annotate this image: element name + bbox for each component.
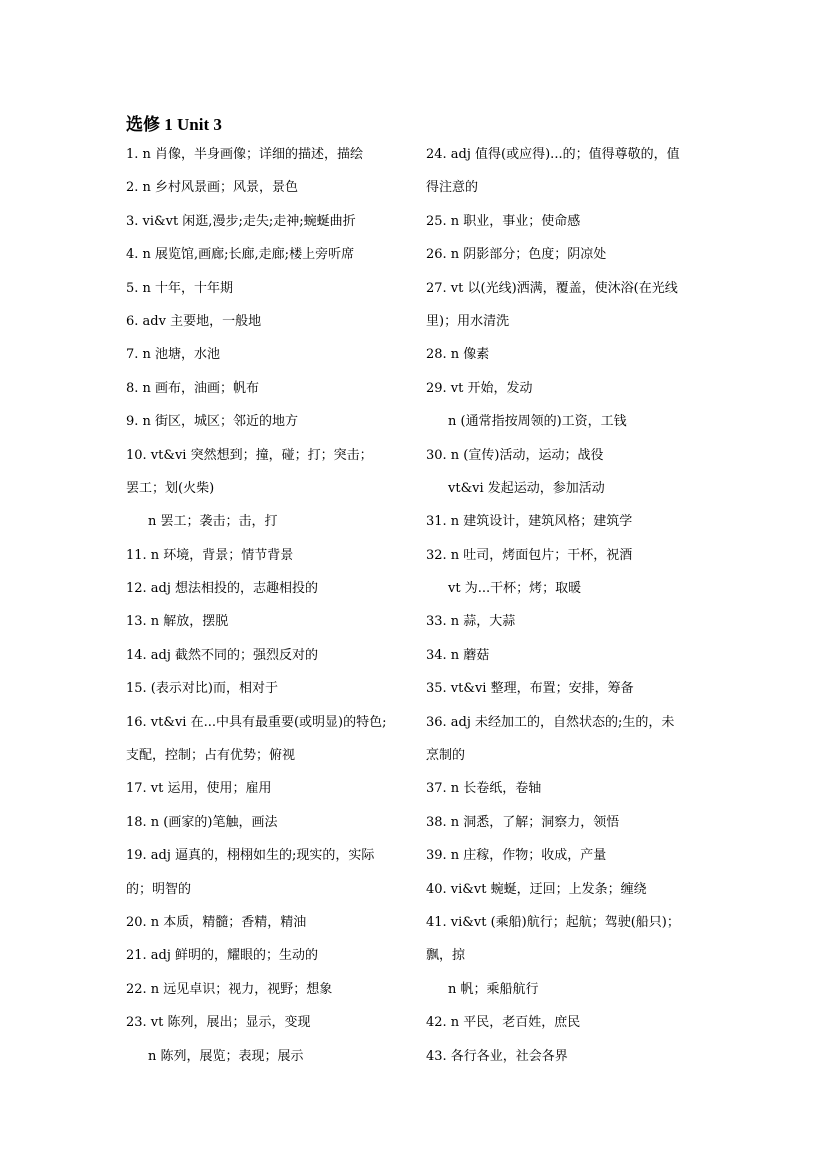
vocab-line: 20. n 本质，精髓；香精，精油 [126,914,307,930]
vocab-line: 5. n 十年，十年期 [126,280,234,296]
vocab-line: 35. vt&vi 整理，布置；安排，筹备 [426,681,634,697]
vocab-line: 里)；用水清洗 [426,313,510,329]
vocab-line: 3. vi&vt 闲逛,漫步;走失;走神;蜿蜒曲折 [126,213,356,229]
vocab-line: 37. n 长卷纸，卷轴 [426,781,542,797]
vocab-line: 10. vt&vi 突然想到；撞，碰；打；突击； [126,447,373,463]
vocab-line: 36. adj 未经加工的，自然状态的;生的，未 [426,714,675,730]
right-column [426,144,716,1079]
vocab-line: 9. n 街区，城区；邻近的地方 [126,414,299,430]
vocab-line: 飘，掠 [426,948,466,964]
vocab-line: vt&vi 发起运动，参加活动 [448,480,605,496]
vocab-line: n 陈列，展览；表现；展示 [148,1048,304,1064]
vocab-line: 18. n (画家的)笔触，画法 [126,814,278,830]
vocab-line: 12. adj 想法相投的，志趣相投的 [126,581,319,597]
vocab-line: 的；明智的 [126,881,192,897]
vocab-line: 27. vt 以(光线)洒满，覆盖，使沐浴(在光线 [426,280,678,296]
vocab-line: 17. vt 运用，使用；雇用 [126,781,272,797]
vocab-line: 42. n 平民，老百姓，庶民 [426,1015,581,1031]
vocab-line: 30. n (宣传)活动，运动；战役 [426,447,604,463]
vocab-line: 21. adj 鲜明的，耀眼的；生动的 [126,948,319,964]
vocab-line: 支配，控制；占有优势；俯视 [126,748,296,764]
vocab-line: 40. vi&vt 蜿蜒，迂回；上发条；缠绕 [426,881,647,897]
vocab-line: 13. n 解放，摆脱 [126,614,229,630]
vocab-line: 15. (表示对比)而，相对于 [126,681,278,697]
vocab-line: 39. n 庄稼，作物；收成，产量 [426,848,607,864]
vocab-line: 33. n 蒜，大蒜 [426,614,516,630]
vocab-line: 31. n 建筑设计，建筑风格；建筑学 [426,514,633,530]
vocab-line: 41. vi&vt (乘船)航行；起航；驾驶(船只)； [426,914,680,930]
vocab-line: 24. adj 值得(或应得)...的；值得尊敬的，值 [426,147,680,162]
vocab-line: n 帆；乘船航行 [448,981,539,997]
vocab-line: 23. vt 陈列，展出；显示，变现 [126,1015,311,1031]
vocab-line: 25. n 职业，事业；使命感 [426,213,581,229]
vocab-line: 32. n 吐司，烤面包片；干杯，祝酒 [426,547,633,563]
vocab-line: 14. adj 截然不同的；强烈反对的 [126,647,319,663]
vocab-line: 7. n 池塘，水池 [126,347,221,363]
vocab-line: 43. 各行各业，社会各界 [426,1048,568,1064]
vocab-line: 罢工；划(火柴) [126,480,215,496]
vocab-line: 1. n 肖像，半身画像；详细的描述，描绘 [126,147,364,162]
vocab-line: n 罢工；袭击；击，打 [148,514,278,530]
vocab-line: 22. n 远见卓识；视力，视野；想象 [126,981,333,997]
vocab-line: 38. n 洞悉，了解；洞察力，领悟 [426,814,620,830]
vocab-line: 得注意的 [426,180,479,196]
vocab-line: 16. vt&vi 在...中具有最重要(或明显)的特色; [126,714,387,730]
vocab-line: 29. vt 开始，发动 [426,380,533,396]
vocab-line: 34. n 蘑菇 [426,647,490,663]
vocab-line: 28. n 像素 [426,347,490,363]
vocab-line: 11. n 环境，背景；情节背景 [126,547,294,563]
vocab-line: 烹制的 [426,748,466,764]
vocab-line: 19. adj 逼真的，栩栩如生的;现实的，实际 [126,848,375,864]
page-title: 选修 1 Unit 3 [126,115,222,134]
vocab-line: vt 为...干杯；烤；取暖 [448,581,582,597]
vocab-line: 2. n 乡村风景画；风景，景色 [126,180,299,196]
vocab-line: 6. adv 主要地，一般地 [126,313,262,329]
vocab-line: 8. n 画布，油画；帆布 [126,380,260,396]
vocab-line: 4. n 展览馆,画廊;长廊,走廊;楼上旁听席 [126,247,355,263]
vocab-line: 26. n 阴影部分；色度；阴凉处 [426,247,607,263]
left-column [126,144,411,1079]
vocab-line: n (通常指按周领的)工资，工钱 [448,414,627,430]
